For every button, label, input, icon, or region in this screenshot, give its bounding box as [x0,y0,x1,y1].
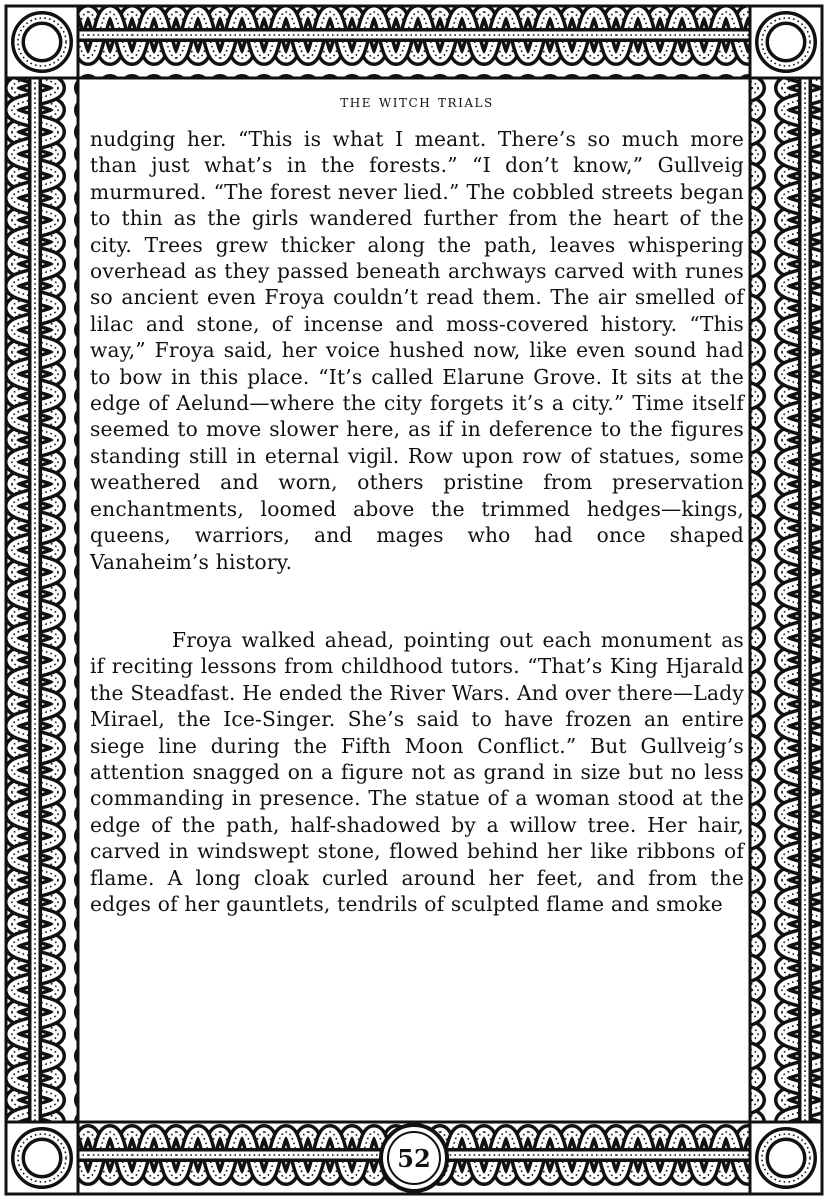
border-right-band [750,6,822,1194]
corner-knot-bottom-right [750,1122,822,1194]
border-top-band [6,6,822,78]
corner-knot-bottom-left [6,1122,78,1194]
ouroboros-ring-icon [379,1123,449,1193]
running-header: the witch trials [340,92,494,112]
body-paragraph: Froya walked ahead, pointing out each monument as if reciting lessons from childhood tutors. “That’s King Hjarald the Steadfast. He ended the River Wars. And over there—Lady Mirael, the Ice-Singer. She’s said to have frozen an entire siege line during the Fifth Moon Conflict.” But Gullveig’s attention snagged on a figure not as grand in size but no less commanding in presence. The statue of a woman stood at the edge of the path, half-shadowed by a willow tree. Her hair, carved in windswept stone, flowed behind her like ribbons of flame. A long cloak curled around her feet, and from the edges of her gauntlets, tendrils of sculpted flame and smoke [90,627,744,916]
corner-knot-top-right [750,6,822,78]
page-number: 52 [387,1131,441,1185]
border-left-band [6,6,78,1194]
corner-knot-top-left [6,6,78,78]
body-paragraph: nudging her. “This is what I meant. There’s so much more than just what’s in the forests.” “I don’t know,” Gullveig murmured. “The forest never lied.” The cobbled streets began to thin as the girls wandered further from the heart of the city. Trees grew thicker along the path, leaves whispering overhead as they passed beneath archways carved with runes so ancient even Froya couldn’t read them. The air smelled of lilac and stone, of incense and moss-covered history. “This way,” Froya said, her voice hushed now, like even sound had to bow in this place. “It’s called Elarune Grove. It sits at the edge of Aelund—where the city forgets it’s a city.” Time itself seemed to move slower here, as if in deference to the figures standing still in eternal vigil. Row upon row of statues, some weathered and worn, others pristine from preservation enchantments, loomed above the trimmed hedges—kings, queens, warriors, and mages who had once shaped Vanaheim’s history. [90,127,744,574]
text-panel [90,88,744,1088]
